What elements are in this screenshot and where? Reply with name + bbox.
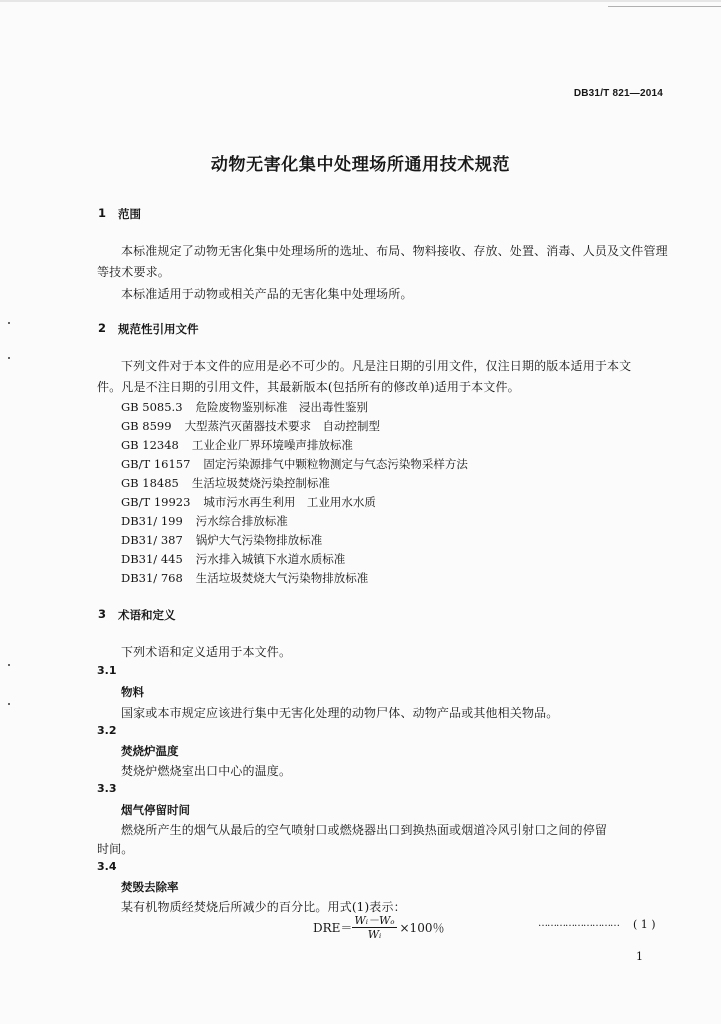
scan-speck	[8, 703, 10, 705]
term-number: 3.3	[97, 782, 117, 795]
section-3-number: 3	[98, 607, 107, 621]
term-definition: 某有机物质经焚烧后所减少的百分比。用式(1)表示：	[121, 900, 406, 914]
reference-item	[121, 399, 368, 415]
reference-item	[121, 551, 345, 567]
reference-title: 生活垃圾焚烧污染控制标准	[191, 476, 330, 490]
scan-speck	[8, 322, 10, 324]
formula-fraction	[352, 914, 396, 941]
scan-edge-line	[608, 6, 721, 7]
term-definition: 燃烧所产生的烟气从最后的空气喷射口或燃烧器出口到换热面或烟道冷风引射口之间的停留	[121, 823, 608, 837]
paragraph-line: 本标准适用于动物或相关产品的无害化集中处理场所。	[121, 287, 413, 301]
term-definition: 焚烧炉燃烧室出口中心的温度。	[121, 764, 292, 778]
reference-title: 固定污染源排气中颗粒物测定与气态污染物采样方法	[203, 457, 468, 471]
standard-code: DB31/T 821—2014	[573, 88, 663, 99]
reference-code: DB31/ 199	[121, 514, 183, 528]
reference-item	[121, 475, 330, 491]
scan-speck	[8, 664, 10, 666]
reference-item	[121, 570, 368, 586]
reference-code: GB 18485	[121, 476, 179, 490]
reference-title: 生活垃圾焚烧大气污染物排放标准	[195, 571, 369, 585]
term-definition: 国家或本市规定应该进行集中无害化处理的动物尸体、动物产品或其他相关物品。	[121, 706, 559, 720]
formula-lhs: DRE＝	[313, 921, 353, 935]
scan-speck	[8, 357, 10, 359]
section-2-heading: 规范性引用文件	[118, 322, 199, 336]
term-name: 焚烧炉温度	[121, 744, 179, 758]
paragraph-line: 等技术要求。	[97, 265, 170, 279]
scan-edge-line	[0, 0, 721, 2]
reference-code: DB31/ 445	[121, 552, 183, 566]
reference-item	[121, 418, 380, 434]
reference-title: 污水综合排放标准	[195, 514, 288, 528]
term-definition: 时间。	[97, 842, 134, 856]
term-name: 焚毁去除率	[121, 880, 179, 894]
document-title: 动物无害化集中处理场所通用技术规范	[210, 155, 511, 175]
term-number: 3.2	[97, 724, 117, 737]
term-name: 烟气停留时间	[121, 803, 190, 817]
formula-rhs: ×100％	[399, 921, 445, 935]
section-2-number: 2	[98, 321, 107, 335]
equation-leader: ………………………	[538, 918, 619, 929]
paragraph-line: 本标准规定了动物无害化集中处理场所的选址、布局、物料接收、存放、处置、消毒、人员及文件管理	[121, 244, 668, 258]
term-number: 3.1	[97, 664, 117, 677]
formula-numerator: Wᵢ－Wₒ	[354, 914, 395, 927]
reference-code: GB 5085.3	[121, 400, 183, 414]
reference-title: 大型蒸汽灭菌器技术要求 自动控制型	[184, 419, 381, 433]
reference-title: 锅炉大气污染物排放标准	[195, 533, 323, 547]
reference-code: GB/T 19923	[121, 495, 191, 509]
reference-code: GB/T 16157	[121, 457, 191, 471]
section-1-heading: 范围	[118, 207, 141, 221]
reference-item	[121, 437, 353, 453]
term-number: 3.4	[97, 860, 117, 873]
reference-title: 工业企业厂界环境噪声排放标准	[191, 438, 353, 452]
section-3-heading: 术语和定义	[118, 608, 176, 622]
paragraph-line: 下列术语和定义适用于本文件。	[121, 645, 292, 659]
formula-dre	[313, 914, 444, 941]
reference-title: 城市污水再生利用 工业用水水质	[203, 495, 376, 509]
reference-item	[121, 456, 468, 472]
reference-item	[121, 513, 288, 529]
reference-code: DB31/ 387	[121, 533, 183, 547]
paragraph-line: 件。凡是不注日期的引用文件，其最新版本(包括所有的修改单)适用于本文件。	[97, 380, 520, 394]
reference-item	[121, 494, 376, 510]
reference-code: GB 12348	[121, 438, 179, 452]
reference-code: DB31/ 768	[121, 571, 183, 585]
reference-title: 危险废物鉴别标准 浸出毒性鉴别	[195, 400, 369, 414]
reference-code: GB 8599	[121, 419, 172, 433]
formula-denominator: Wᵢ	[367, 928, 382, 941]
reference-title: 污水排入城镇下水道水质标准	[195, 552, 346, 566]
equation-number: ( 1 )	[633, 918, 656, 931]
reference-item	[121, 532, 322, 548]
section-1-number: 1	[98, 206, 107, 220]
paragraph-line: 下列文件对于本文件的应用是必不可少的。凡是注日期的引用文件，仅注日期的版本适用于本文	[121, 359, 632, 373]
term-name: 物料	[121, 685, 144, 699]
page-number: 1	[636, 950, 643, 963]
